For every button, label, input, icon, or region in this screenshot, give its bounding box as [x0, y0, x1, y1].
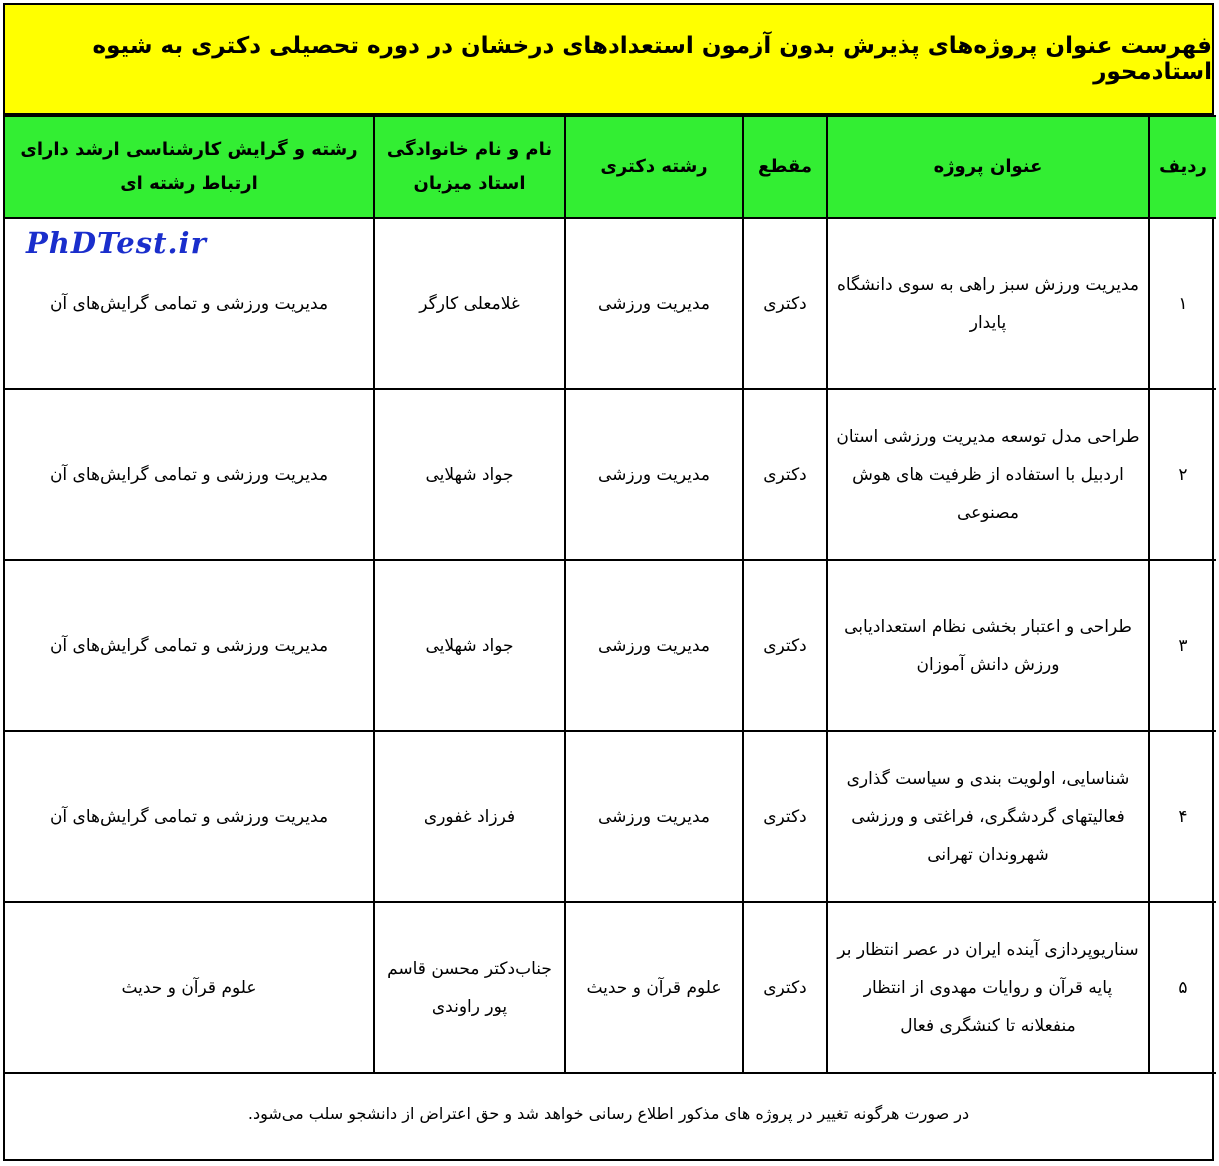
cell-related-field: مدیریت ورزشی و تمامی گرایش‌های آن — [5, 389, 374, 560]
title-banner — [5, 5, 1212, 115]
cell-phd-field: مدیریت ورزشی — [565, 389, 743, 560]
cell-phd-field: مدیریت ورزشی — [565, 218, 743, 389]
cell-row-number: ۲ — [1149, 389, 1216, 560]
header-supervisor: نام و نام خانوادگی استاد میزبان — [374, 116, 565, 218]
table-row — [5, 560, 1216, 731]
watermark-logo: PhDTest.ir — [26, 226, 207, 260]
page-title: فهرست عنوان پروژه‌های پذیرش بدون آزمون استعدادهای درخشان در دوره تحصیلی دکتری به شیوه استادمحور — [92, 33, 1212, 85]
cell-supervisor: فرزاد غفوری — [374, 731, 565, 902]
cell-row-number: ۱ — [1149, 218, 1216, 389]
cell-project-title: سناریوپردازی آینده ایران در عصر انتظار بر پایه قرآن و روایات مهدوی از انتظار منفعلانه تا کنشگری فعال — [827, 902, 1149, 1073]
table-header-row — [5, 116, 1216, 218]
footer-note: در صورت هرگونه تغییر در پروژه های مذکور اطلاع رسانی خواهد شد و حق اعتراض از دانشجو سلب می‌شود. — [247, 1103, 970, 1123]
cell-level: دکتری — [743, 560, 827, 731]
cell-project-title: شناسایی، اولویت بندی و سیاست گذاری فعالیتهای گردشگری، فراغتی و ورزشی شهروندان تهرانی — [827, 731, 1149, 902]
cell-related-field: مدیریت ورزشی و تمامی گرایش‌های آن — [5, 731, 374, 902]
cell-level: دکتری — [743, 389, 827, 560]
cell-project-title: مدیریت ورزش سبز راهی به سوی دانشگاه پایدار — [827, 218, 1149, 389]
cell-level: دکتری — [743, 218, 827, 389]
table-row — [5, 389, 1216, 560]
cell-phd-field: علوم قرآن و حدیث — [565, 902, 743, 1073]
cell-related-field: مدیریت ورزشی و تمامی گرایش‌های آن — [5, 218, 374, 389]
header-level: مقطع — [743, 116, 827, 218]
header-row-number: ردیف — [1149, 116, 1216, 218]
cell-row-number: ۴ — [1149, 731, 1216, 902]
header-project-title: عنوان پروژه — [827, 116, 1149, 218]
cell-related-field: علوم قرآن و حدیث — [5, 902, 374, 1073]
cell-supervisor: غلامعلی کارگر — [374, 218, 565, 389]
cell-supervisor: جواد شهلایی — [374, 389, 565, 560]
cell-phd-field: مدیریت ورزشی — [565, 731, 743, 902]
cell-related-field: مدیریت ورزشی و تمامی گرایش‌های آن — [5, 560, 374, 731]
header-related-field: رشته و گرایش کارشناسی ارشد دارای ارتباط رشته ای — [5, 116, 374, 218]
header-phd-field: رشته دکتری — [565, 116, 743, 218]
cell-row-number: ۳ — [1149, 560, 1216, 731]
cell-project-title: طراحی مدل توسعه مدیریت ورزشی استان اردبیل با استفاده از ظرفیت های هوش مصنوعی — [827, 389, 1149, 560]
document-sheet — [3, 3, 1214, 1161]
cell-supervisor: جواد شهلایی — [374, 560, 565, 731]
cell-supervisor: جناب‌دکتر محسن قاسم پور راوندی — [374, 902, 565, 1073]
cell-level: دکتری — [743, 902, 827, 1073]
table-row — [5, 731, 1216, 902]
cell-project-title: طراحی و اعتبار بخشی نظام استعدادیابی ورزش دانش آموزان — [827, 560, 1149, 731]
cell-level: دکتری — [743, 731, 827, 902]
cell-phd-field: مدیریت ورزشی — [565, 560, 743, 731]
table-row — [5, 902, 1216, 1073]
cell-row-number: ۵ — [1149, 902, 1216, 1073]
